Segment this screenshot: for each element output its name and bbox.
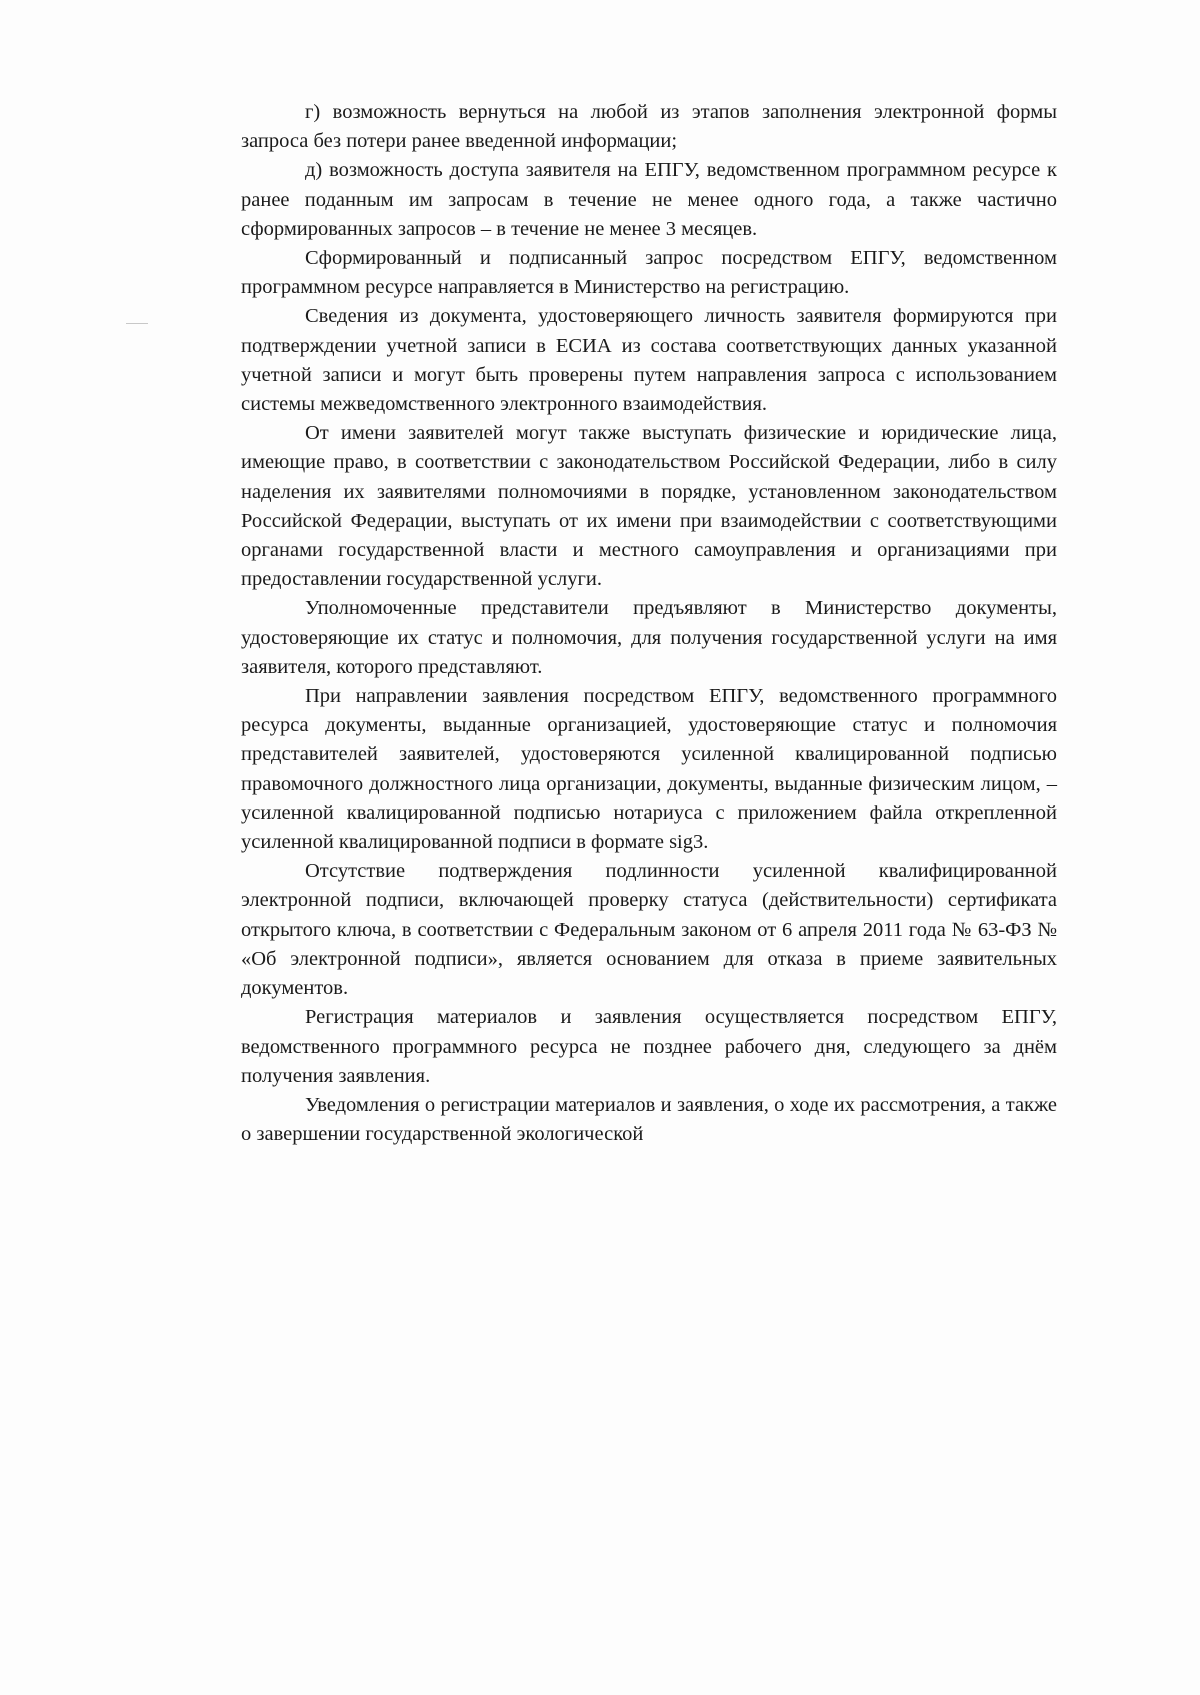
paragraph-authorized-representatives: Уполномоченные представители предъявляют в Министерство документы, удостоверяющие их статус и полномочия, для получения государственной услуги на имя заявителя, которого представляют. bbox=[241, 597, 1057, 678]
paragraph-registration-deadline: Регистрация материалов и заявления осуществляется посредством ЕПГУ, ведомственного программного ресурса не позднее рабочего дня, следующего за днём получения заявления. bbox=[241, 1006, 1057, 1087]
document-body bbox=[241, 98, 1057, 1149]
paragraph-request-registration: Сформированный и подписанный запрос посредством ЕПГУ, ведомственном программном ресурсе направляется в Министерство на регистрацию. bbox=[241, 247, 1057, 299]
paragraph-representatives: От имени заявителей могут также выступать физические и юридические лица, имеющие право, в соответствии с законодательством Российской Федерации, либо в силу наделения их заявителями полномочиями в порядке, установленном законодательством Российской Федерации, выступать от их имени при взаимодействии с соответствующими органами государственной власти и местного самоуправления и организациями при предоставлении государственной услуги. bbox=[241, 422, 1057, 591]
paragraph-signature-verification: Отсутствие подтверждения подлинности усиленной квалифицированной электронной подписи, включающей проверку статуса (действительности) сертификата открытого ключа, в соответствии с Федеральным законом от 6 апреля 2011 года № 63-ФЗ № «Об электронной подписи», является основанием для отказа в приеме заявительных документов. bbox=[241, 860, 1057, 1000]
paragraph-identity-document: Сведения из документа, удостоверяющего личность заявителя формируются при подтверждении учетной записи в ЕСИА из состава соответствующих данных указанной учетной записи и могут быть проверены путем направления запроса с использованием системы межведомственного электронного взаимодействия. bbox=[241, 305, 1057, 416]
paragraph-electronic-signature: При направлении заявления посредством ЕПГУ, ведомственного программного ресурса документы, выданные организацией, удостоверяющие статус и полномочия представителей заявителей, удостоверяются усиленной квалицированной подписью правомочного должностного лица организации, документы, выданные физическим лицом, – усиленной квалицированной подписью нотариуса с приложением файла открепленной усиленной квалицированной подписи в формате sig3. bbox=[241, 685, 1057, 854]
paragraph-notifications: Уведомления о регистрации материалов и заявления, о ходе их рассмотрения, а также о завершении государственной экологической bbox=[241, 1093, 1057, 1146]
scan-artifact bbox=[126, 323, 148, 324]
paragraph-item-g: г) возможность вернуться на любой из этапов заполнения электронной формы запроса без потери ранее введенной информации; bbox=[241, 101, 1057, 153]
paragraph-item-d: д) возможность доступа заявителя на ЕПГУ, ведомственном программном ресурсе к ранее поданным им запросам в течение не менее одного года, а также частично сформированных запросов – в течение не менее 3 месяцев. bbox=[241, 159, 1057, 240]
